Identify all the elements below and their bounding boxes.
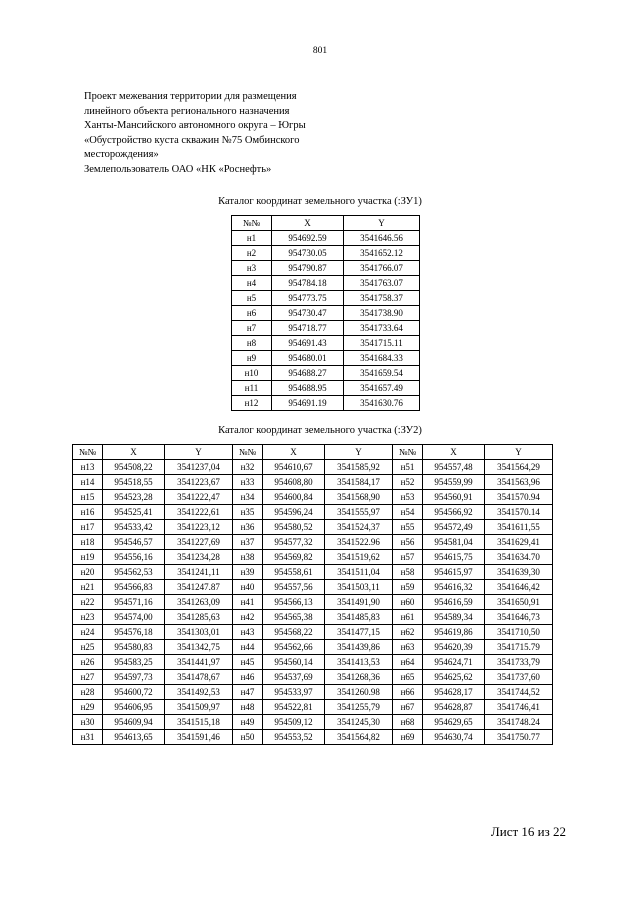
table-header-row (232, 216, 420, 231)
table-cell: н10 (232, 366, 272, 381)
table-cell: 954624,71 (423, 655, 485, 670)
table-cell: н66 (393, 685, 423, 700)
table-cell: 3541738.90 (344, 306, 420, 321)
table-cell: н26 (73, 655, 103, 670)
table-cell: н28 (73, 685, 103, 700)
table-cell: н48 (233, 700, 263, 715)
table-row (73, 715, 553, 730)
table-cell: н36 (233, 520, 263, 535)
table-row (73, 580, 553, 595)
table-cell: 3541634.70 (485, 550, 553, 565)
table-cell: 954559,99 (423, 475, 485, 490)
table-cell: 954613,65 (103, 730, 165, 745)
table-cell: н42 (233, 610, 263, 625)
table-cell: н16 (73, 505, 103, 520)
table-row (232, 396, 420, 411)
table-cell: н53 (393, 490, 423, 505)
header-line: Ханты-Мансийского автономного округа – Югры (84, 120, 306, 131)
table-cell: н68 (393, 715, 423, 730)
table-cell: 954784.18 (272, 276, 344, 291)
table-cell: 3541585,92 (325, 460, 393, 475)
table-cell: 954518,55 (103, 475, 165, 490)
document-header (84, 90, 484, 177)
table-cell: 954680.01 (272, 351, 344, 366)
table-row (73, 640, 553, 655)
table-cell: 954577,32 (263, 535, 325, 550)
table-cell: 3541234,28 (165, 550, 233, 565)
table-row (73, 520, 553, 535)
table-cell: н6 (232, 306, 272, 321)
table-cell: н33 (233, 475, 263, 490)
table-row (73, 700, 553, 715)
table-row (232, 336, 420, 351)
table-cell: 3541245,30 (325, 715, 393, 730)
table-cell: н23 (73, 610, 103, 625)
column-header: №№ (232, 216, 272, 231)
table-cell: 954562,53 (103, 565, 165, 580)
table-cell: 3541223,12 (165, 520, 233, 535)
table-cell: н43 (233, 625, 263, 640)
table-cell: 954525,41 (103, 505, 165, 520)
table-cell: н51 (393, 460, 423, 475)
table-cell: 954576,18 (103, 625, 165, 640)
table-cell: н44 (233, 640, 263, 655)
table-row (73, 685, 553, 700)
coordinate-table-zu2 (72, 444, 553, 745)
table2-caption: Каталог координат земельного участка (:ЗУ2) (218, 425, 422, 436)
table-cell: 954508,22 (103, 460, 165, 475)
table-cell: н67 (393, 700, 423, 715)
table-cell: н52 (393, 475, 423, 490)
table-cell: 954574,00 (103, 610, 165, 625)
table-cell: н35 (233, 505, 263, 520)
table-row (73, 670, 553, 685)
table-cell: 954553,52 (263, 730, 325, 745)
table-row (73, 550, 553, 565)
table-row (232, 306, 420, 321)
table-row (73, 655, 553, 670)
table-cell: 3541342,75 (165, 640, 233, 655)
table-cell: н4 (232, 276, 272, 291)
table-cell: 954562,66 (263, 640, 325, 655)
table-cell: 3541763.07 (344, 276, 420, 291)
table-cell: 3541268,36 (325, 670, 393, 685)
table-cell: 954557,56 (263, 580, 325, 595)
table-cell: 954600,72 (103, 685, 165, 700)
table-cell: 3541303,01 (165, 625, 233, 640)
table-cell: 954557,48 (423, 460, 485, 475)
table-cell: н32 (233, 460, 263, 475)
table-cell: 954560,14 (263, 655, 325, 670)
table-cell: 954566,83 (103, 580, 165, 595)
table-row (73, 730, 553, 745)
table-row (73, 505, 553, 520)
table-cell: 3541657.49 (344, 381, 420, 396)
table-cell: 3541646,42 (485, 580, 553, 595)
table-cell: 3541503,11 (325, 580, 393, 595)
table-cell: 3541485,83 (325, 610, 393, 625)
table-cell: 3541639,30 (485, 565, 553, 580)
table-cell: н13 (73, 460, 103, 475)
table-cell: 954533,42 (103, 520, 165, 535)
table-cell: н47 (233, 685, 263, 700)
table-cell: н12 (232, 396, 272, 411)
table-cell: н22 (73, 595, 103, 610)
column-header: X (423, 445, 485, 460)
table-cell: 3541646.56 (344, 231, 420, 246)
table-cell: 3541285,63 (165, 610, 233, 625)
column-header: №№ (73, 445, 103, 460)
table-cell: 3541564,82 (325, 730, 393, 745)
table-row (232, 231, 420, 246)
header-line: месторождения» (84, 149, 159, 160)
table-cell: 3541646,73 (485, 610, 553, 625)
table-cell: 3541260.98 (325, 685, 393, 700)
table-cell: 3541715.11 (344, 336, 420, 351)
table-cell: 954606,95 (103, 700, 165, 715)
table-row (232, 246, 420, 261)
table-cell: 3541492,53 (165, 685, 233, 700)
table-cell: н64 (393, 655, 423, 670)
table-row (232, 261, 420, 276)
table-cell: 954629,65 (423, 715, 485, 730)
table-cell: 954568,22 (263, 625, 325, 640)
table-cell: н34 (233, 490, 263, 505)
table-cell: н45 (233, 655, 263, 670)
table-cell: 954583,25 (103, 655, 165, 670)
coordinate-table-zu1 (231, 215, 420, 411)
table-cell: н39 (233, 565, 263, 580)
table-cell: 3541684.33 (344, 351, 420, 366)
table-cell: н54 (393, 505, 423, 520)
table-row (73, 565, 553, 580)
table-header-row (73, 445, 553, 460)
table-cell: н3 (232, 261, 272, 276)
column-header: Y (325, 445, 393, 460)
table-cell: н63 (393, 640, 423, 655)
table-cell: 3541715.79 (485, 640, 553, 655)
table-cell: 954580,83 (103, 640, 165, 655)
table-row (232, 381, 420, 396)
table-cell: 954688.95 (272, 381, 344, 396)
table-cell: 954509,12 (263, 715, 325, 730)
table-cell: 954556,16 (103, 550, 165, 565)
table-cell: 3541591,46 (165, 730, 233, 745)
table-row (73, 595, 553, 610)
table-row (232, 321, 420, 336)
table-cell: 3541477,15 (325, 625, 393, 640)
table-cell: 954630,74 (423, 730, 485, 745)
table-cell: н58 (393, 565, 423, 580)
table-cell: 3541255,79 (325, 700, 393, 715)
table-cell: 954533,97 (263, 685, 325, 700)
table-cell: 954537,69 (263, 670, 325, 685)
table-cell: 3541733.64 (344, 321, 420, 336)
table-cell: 3541227,69 (165, 535, 233, 550)
table-row (73, 475, 553, 490)
table-cell: н15 (73, 490, 103, 505)
table-cell: 3541710,50 (485, 625, 553, 640)
table-cell: 954597,73 (103, 670, 165, 685)
table-cell: 954616,59 (423, 595, 485, 610)
column-header: X (103, 445, 165, 460)
table-cell: 3541247.87 (165, 580, 233, 595)
table-cell: н1 (232, 231, 272, 246)
table-cell: 3541630.76 (344, 396, 420, 411)
table-cell: н41 (233, 595, 263, 610)
table-cell: 954692.59 (272, 231, 344, 246)
table-cell: 3541758.37 (344, 291, 420, 306)
table-row (73, 610, 553, 625)
table-cell: 954560,91 (423, 490, 485, 505)
table-row (232, 351, 420, 366)
table-cell: 954566,92 (423, 505, 485, 520)
table-cell: н31 (73, 730, 103, 745)
table-cell: 954615,97 (423, 565, 485, 580)
table-cell: 3541652.12 (344, 246, 420, 261)
table-cell: н14 (73, 475, 103, 490)
table1-caption: Каталог координат земельного участка (:ЗУ1) (218, 196, 422, 207)
column-header: Y (344, 216, 420, 231)
table-row (232, 366, 420, 381)
table-cell: 954615,75 (423, 550, 485, 565)
table-cell: 3541519,62 (325, 550, 393, 565)
table-cell: н21 (73, 580, 103, 595)
table-cell: 3541568,90 (325, 490, 393, 505)
table-cell: н29 (73, 700, 103, 715)
table-cell: 3541737,60 (485, 670, 553, 685)
column-header: X (263, 445, 325, 460)
table-cell: 3541413,53 (325, 655, 393, 670)
header-line: Проект межевания территории для размещения (84, 91, 297, 102)
table-cell: 954600,84 (263, 490, 325, 505)
table-cell: н50 (233, 730, 263, 745)
table-row (232, 291, 420, 306)
table-cell: 3541524,37 (325, 520, 393, 535)
table-row (73, 535, 553, 550)
table-cell: 954691.19 (272, 396, 344, 411)
table-cell: н46 (233, 670, 263, 685)
table-cell: 954566,13 (263, 595, 325, 610)
table-cell: 954628,87 (423, 700, 485, 715)
table-cell: н5 (232, 291, 272, 306)
table-cell: 3541491,90 (325, 595, 393, 610)
table-cell: 3541748.24 (485, 715, 553, 730)
column-header: №№ (233, 445, 263, 460)
table-cell: н27 (73, 670, 103, 685)
table-cell: н59 (393, 580, 423, 595)
table-cell: 3541223,67 (165, 475, 233, 490)
table-row (73, 460, 553, 475)
table-cell: н49 (233, 715, 263, 730)
table-cell: 954730.05 (272, 246, 344, 261)
table-cell: н18 (73, 535, 103, 550)
table-cell: 3541659.54 (344, 366, 420, 381)
table-cell: н20 (73, 565, 103, 580)
column-header: Y (165, 445, 233, 460)
table-cell: 954589,34 (423, 610, 485, 625)
table-cell: 3541629,41 (485, 535, 553, 550)
table-cell: н40 (233, 580, 263, 595)
table-cell: 3541570.94 (485, 490, 553, 505)
table-cell: 3541241,11 (165, 565, 233, 580)
table-cell: 954691.43 (272, 336, 344, 351)
table-cell: 954565,38 (263, 610, 325, 625)
table-cell: 954619,86 (423, 625, 485, 640)
table-cell: н55 (393, 520, 423, 535)
table-cell: н56 (393, 535, 423, 550)
table-cell: 954616,32 (423, 580, 485, 595)
table-cell: 3541744,52 (485, 685, 553, 700)
table-cell: 3541584,17 (325, 475, 393, 490)
table-row (73, 625, 553, 640)
table-cell: н19 (73, 550, 103, 565)
table-cell: 3541746,41 (485, 700, 553, 715)
table-cell: н9 (232, 351, 272, 366)
table-row (73, 490, 553, 505)
table-cell: 954581,04 (423, 535, 485, 550)
table-cell: 3541439,86 (325, 640, 393, 655)
table-cell: н8 (232, 336, 272, 351)
table-cell: н2 (232, 246, 272, 261)
table-cell: н38 (233, 550, 263, 565)
table-cell: н30 (73, 715, 103, 730)
table-cell: 954569,82 (263, 550, 325, 565)
table-cell: 954580,52 (263, 520, 325, 535)
table-cell: 954571,16 (103, 595, 165, 610)
table-cell: 954596,24 (263, 505, 325, 520)
column-header: X (272, 216, 344, 231)
table-cell: 954773.75 (272, 291, 344, 306)
table-cell: 954790.87 (272, 261, 344, 276)
table-cell: 3541478,67 (165, 670, 233, 685)
table-cell: 3541733,79 (485, 655, 553, 670)
table-cell: 954523,28 (103, 490, 165, 505)
table-cell: 3541611,55 (485, 520, 553, 535)
column-header: Y (485, 445, 553, 460)
table-cell: 3541650,91 (485, 595, 553, 610)
table-row (232, 276, 420, 291)
table-cell: 954610,67 (263, 460, 325, 475)
table-cell: 3541555,97 (325, 505, 393, 520)
table-cell: н11 (232, 381, 272, 396)
page-number: 801 (312, 46, 328, 56)
table-cell: 954522,81 (263, 700, 325, 715)
table-cell: 3541570.14 (485, 505, 553, 520)
table-cell: 3541563,96 (485, 475, 553, 490)
table-cell: 954625,62 (423, 670, 485, 685)
table-cell: н60 (393, 595, 423, 610)
table-cell: 954688.27 (272, 366, 344, 381)
sheet-footer: Лист 16 из 22 (490, 824, 566, 839)
table-cell: н17 (73, 520, 103, 535)
header-line: «Обустройство куста скважин №75 Омбинского (84, 134, 300, 146)
table-cell: 3541509,97 (165, 700, 233, 715)
table-cell: н25 (73, 640, 103, 655)
table-cell: н37 (233, 535, 263, 550)
table-cell: 3541750.77 (485, 730, 553, 745)
header-line: линейного объекта регионального назначения (84, 105, 290, 117)
table-cell: н65 (393, 670, 423, 685)
table-cell: 954730.47 (272, 306, 344, 321)
table-cell: 954718.77 (272, 321, 344, 336)
table-cell: 3541515,18 (165, 715, 233, 730)
table-cell: 3541222,61 (165, 505, 233, 520)
table-cell: н61 (393, 610, 423, 625)
table-cell: 3541564,29 (485, 460, 553, 475)
table-cell: 954558,61 (263, 565, 325, 580)
table-cell: 3541222,47 (165, 490, 233, 505)
table-cell: 954609,94 (103, 715, 165, 730)
column-header: №№ (393, 445, 423, 460)
table-cell: 3541522.96 (325, 535, 393, 550)
table-cell: н69 (393, 730, 423, 745)
table-cell: 954546,57 (103, 535, 165, 550)
table-cell: 954572,49 (423, 520, 485, 535)
table-cell: н24 (73, 625, 103, 640)
table-cell: 954620,39 (423, 640, 485, 655)
table-cell: 3541511,04 (325, 565, 393, 580)
table-cell: 3541441,97 (165, 655, 233, 670)
table-cell: 3541263,09 (165, 595, 233, 610)
table-cell: н7 (232, 321, 272, 336)
table-cell: н57 (393, 550, 423, 565)
table-cell: 3541766.07 (344, 261, 420, 276)
table-cell: 954628,17 (423, 685, 485, 700)
table-cell: 3541237,04 (165, 460, 233, 475)
header-line: Землепользователь ОАО «НК «Роснефть» (84, 163, 272, 175)
table-cell: н62 (393, 625, 423, 640)
table-cell: 954608,80 (263, 475, 325, 490)
